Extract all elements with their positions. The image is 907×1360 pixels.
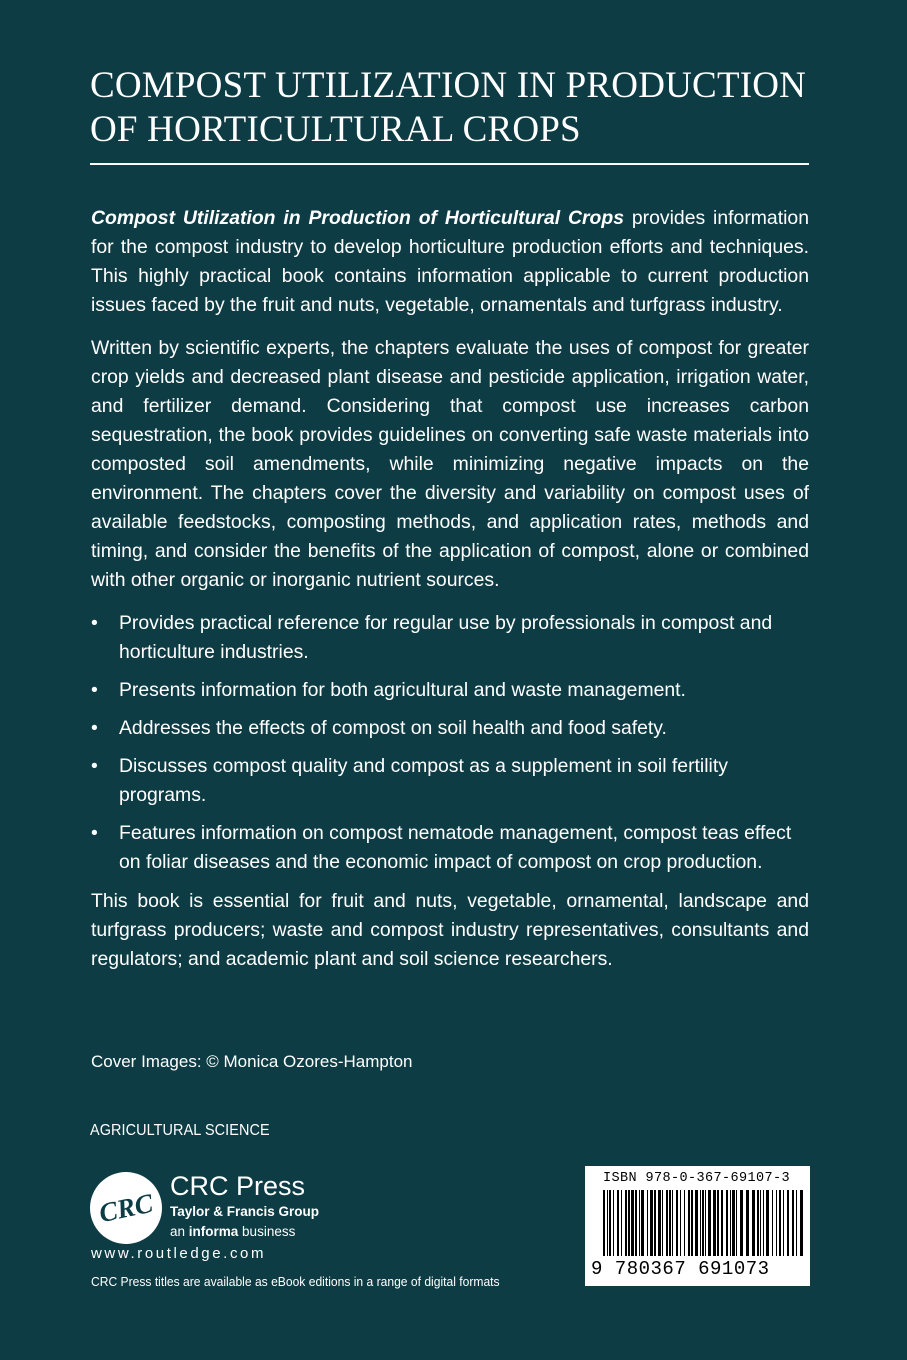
barcode-bar	[772, 1190, 773, 1256]
barcode-bar	[766, 1190, 769, 1256]
title-line-1: COMPOST UTILIZATION IN PRODUCTION	[90, 65, 807, 106]
list-item	[91, 752, 809, 810]
list-item-text: Features information on compost nematode management, compost teas effect on foliar diseases and the economic impact of compost on crop production.	[119, 822, 792, 873]
cover-credit: Cover Images: © Monica Ozores-Hampton	[91, 1052, 413, 1071]
barcode-bar	[757, 1190, 759, 1256]
bullet-icon: •	[91, 679, 98, 701]
barcode-bar	[760, 1190, 761, 1256]
barcode-bar	[680, 1190, 681, 1256]
bullet-icon: •	[91, 612, 98, 634]
barcode-bar	[740, 1190, 743, 1256]
barcode-bar	[713, 1190, 716, 1256]
list-item-text: Presents information for both agricultural and waste management.	[119, 679, 686, 701]
barcode-bar	[792, 1190, 794, 1256]
barcode-bar	[800, 1190, 803, 1256]
intro-paragraph	[91, 204, 809, 320]
barcode-bar	[708, 1190, 711, 1256]
barcode-bar	[796, 1190, 797, 1256]
barcode-bar	[688, 1190, 690, 1256]
barcode-bar	[730, 1190, 731, 1256]
list-item-text: Discusses compost quality and compost as a supplement in soil fertility programs.	[119, 755, 728, 806]
barcode-bar	[617, 1190, 619, 1256]
list-item-text: Addresses the effects of compost on soil health and food safety.	[119, 717, 667, 739]
bullet-icon: •	[91, 717, 98, 739]
bullet-icon: •	[91, 822, 98, 844]
list-item	[91, 714, 809, 743]
isbn-barcode	[585, 1166, 810, 1286]
barcode-bar	[676, 1190, 678, 1256]
feature-list	[91, 609, 809, 877]
barcode-bar	[776, 1190, 777, 1256]
bullet-icon: •	[91, 755, 98, 777]
publisher-name: CRC Press	[170, 1171, 306, 1201]
logo-text: CRC	[96, 1187, 156, 1228]
barcode-bar	[787, 1190, 789, 1256]
barcode-bar	[635, 1190, 637, 1256]
ebook-note: CRC Press titles are available as eBook editions in a range of digital formats	[91, 1274, 500, 1289]
book-title	[90, 64, 830, 152]
barcode-bar	[662, 1190, 663, 1256]
barcode-bar	[639, 1190, 640, 1256]
list-item	[91, 819, 809, 877]
barcode-bar	[607, 1190, 608, 1256]
barcode-bar	[746, 1190, 749, 1256]
barcode-bar	[641, 1190, 644, 1256]
audience-paragraph: This book is essential for fruit and nuts, vegetable, ornamental, landscape and turfgrass producers; waste and compost industry representatives, consultants and regulators; and academic plant and soil science researchers.	[91, 890, 809, 970]
barcode-bar	[609, 1190, 611, 1256]
barcode-bar	[621, 1190, 622, 1256]
barcode-bar	[669, 1190, 671, 1256]
barcode-bar	[763, 1190, 764, 1256]
barcode-bar	[702, 1190, 704, 1256]
barcode-bars	[603, 1190, 803, 1256]
barcode-bar	[783, 1190, 784, 1256]
publisher-business: an informa business	[170, 1224, 296, 1239]
barcode-bar	[695, 1190, 698, 1256]
title-divider	[90, 163, 809, 165]
list-item	[91, 676, 809, 705]
description-block	[91, 204, 809, 988]
barcode-bar	[666, 1190, 668, 1256]
isbn-label: ISBN 978-0-367-69107-3	[603, 1171, 791, 1186]
barcode-bar	[672, 1190, 673, 1256]
barcode-digits: 9 780367 691073	[591, 1258, 770, 1280]
barcode-bar	[779, 1190, 781, 1256]
publisher-group: Taylor & Francis Group	[170, 1204, 320, 1219]
barcode-bar	[628, 1190, 630, 1256]
barcode-bar	[625, 1190, 627, 1256]
barcode-bar	[705, 1190, 706, 1256]
intro-text: provides information for the compost industry to develop horticulture production efforts and techniques. This highly practical book contains information applicable to current production issues faced by the fruit and nuts, vegetable, ornamentals and turfgrass industry.	[91, 207, 809, 316]
barcode-bar	[752, 1190, 755, 1256]
barcode-bar	[717, 1190, 719, 1256]
barcode-bar	[603, 1190, 605, 1256]
crc-logo-icon	[90, 1172, 162, 1244]
barcode-bar	[684, 1190, 685, 1256]
barcode-bar	[700, 1190, 701, 1256]
informa-brand: informa	[188, 1224, 239, 1239]
barcode-bar	[631, 1190, 634, 1256]
detail-paragraph: Written by scientific experts, the chapters evaluate the uses of compost for greater crop yields and decreased plant disease and pesticide application, irrigation water, and fertilizer demand. Considering that compost use increases carbon sequestration, the book provides guidelines on converting safe waste materials into composted soil amendments, while minimizing negative impacts on the environment. The chapters cover the diversity and variability on compost uses of available feedstocks, composting methods, and application rates, methods and timing, and consider the benefits of the application of compost, alone or combined with other organic or inorganic nutrient sources.	[91, 337, 809, 591]
subject-category: AGRICULTURAL SCIENCE	[90, 1122, 270, 1139]
barcode-bar	[736, 1190, 737, 1256]
barcode-bar	[654, 1190, 656, 1256]
barcode-bar	[647, 1190, 648, 1256]
barcode-bar	[691, 1190, 693, 1256]
publisher-website: www.routledge.com	[91, 1245, 267, 1262]
title-line-2: OF HORTICULTURAL CROPS	[90, 109, 581, 150]
list-item	[91, 609, 809, 667]
barcode-bar	[721, 1190, 723, 1256]
book-title-italic: Compost Utilization in Production of Horticultural Crops	[91, 207, 625, 229]
barcode-bar	[726, 1190, 728, 1256]
barcode-bar	[732, 1190, 735, 1256]
barcode-bar	[650, 1190, 653, 1256]
list-item-text: Provides practical reference for regular use by professionals in compost and horticulture industries.	[119, 612, 773, 663]
barcode-bar	[613, 1190, 614, 1256]
barcode-bar	[658, 1190, 661, 1256]
